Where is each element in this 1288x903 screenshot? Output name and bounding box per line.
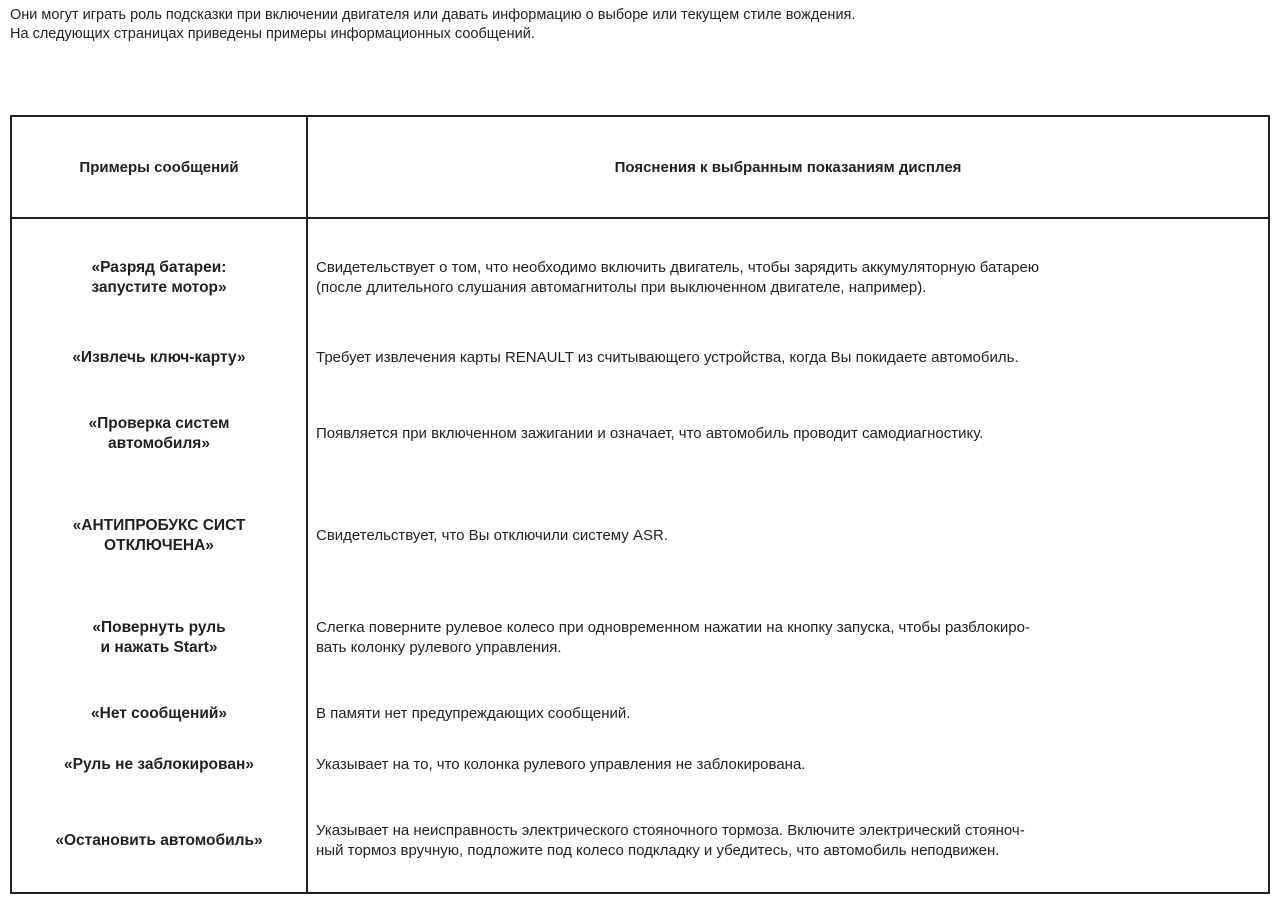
intro-line-1: Они могут играть роль подсказки при включении двигателя или давать информацию о выборе или текущем стиле вождения. (10, 7, 856, 23)
explanation-cell (307, 587, 1268, 689)
header-explanations: Пояснения к выбранным показаниям дисплея (307, 117, 1268, 218)
table-header-row (12, 117, 1268, 218)
messages-table-frame (10, 115, 1270, 894)
explanation-text: Указывает на то, что колонка рулевого управления не заблокирована. (316, 755, 806, 773)
explanation-cell (307, 218, 1268, 332)
explanation-text: Требует извлечения карты RENAULT из считывающего устройства, когда Вы покидаете автомобиль. (316, 348, 1019, 366)
table-row (12, 485, 1268, 587)
explanation-cell (307, 485, 1268, 587)
explanation-cell (307, 689, 1268, 740)
message-text: «Извлечь ключ-карту» (72, 348, 246, 366)
message-cell (12, 689, 307, 740)
explanation-cell (307, 332, 1268, 383)
message-text: «Разряд батареи: запустите мотор» (91, 258, 227, 296)
table-row (12, 218, 1268, 332)
message-cell (12, 790, 307, 892)
table-row (12, 383, 1268, 485)
intro-text (10, 6, 1270, 44)
table-row (12, 790, 1268, 892)
explanation-text: Свидетельствует, что Вы отключили систему ASR. (316, 526, 668, 544)
message-cell (12, 218, 307, 332)
message-text: «АНТИПРОБУКС СИСТ ОТКЛЮЧЕНА» (72, 516, 246, 554)
message-cell (12, 739, 307, 790)
explanation-text: Появляется при включенном зажигании и означает, что автомобиль проводит самодиагностику. (316, 425, 984, 443)
explanation-cell (307, 383, 1268, 485)
explanation-cell (307, 739, 1268, 790)
message-text: «Проверка систем автомобиля» (88, 415, 230, 453)
explanation-text: Указывает на неисправность электрического стояночного тормоза. Включите электрический стояноч- ный тормоз вручную, подложите под колесо подкладку и убедитесь, что автомобиль неподвижен. (316, 822, 1025, 860)
message-cell (12, 485, 307, 587)
explanation-text: Слегка поверните рулевое колесо при одновременном нажатии на кнопку запуска, чтобы разблокиро- вать колонку рулевого управления. (316, 618, 1030, 656)
message-cell (12, 587, 307, 689)
messages-table (12, 117, 1268, 892)
table-row (12, 689, 1268, 740)
message-text: «Руль не заблокирован» (64, 755, 254, 773)
message-cell (12, 332, 307, 383)
message-text: «Нет сообщений» (91, 704, 227, 722)
explanation-text: Свидетельствует о том, что необходимо включить двигатель, чтобы зарядить аккумуляторную батарею (после длительного слушания автомагнитолы при выключенном двигателе, например). (316, 258, 1040, 296)
intro-line-2: На следующих страницах приведены примеры информационных сообщений. (10, 26, 535, 42)
message-cell (12, 383, 307, 485)
table-row (12, 332, 1268, 383)
explanation-text: В памяти нет предупреждающих сообщений. (316, 704, 631, 722)
table-row (12, 587, 1268, 689)
explanation-cell (307, 790, 1268, 892)
message-text: «Повернуть руль и нажать Start» (92, 618, 226, 656)
header-messages: Примеры сообщений (12, 117, 307, 218)
message-text: «Остановить автомобиль» (55, 832, 263, 850)
table-row (12, 739, 1268, 790)
